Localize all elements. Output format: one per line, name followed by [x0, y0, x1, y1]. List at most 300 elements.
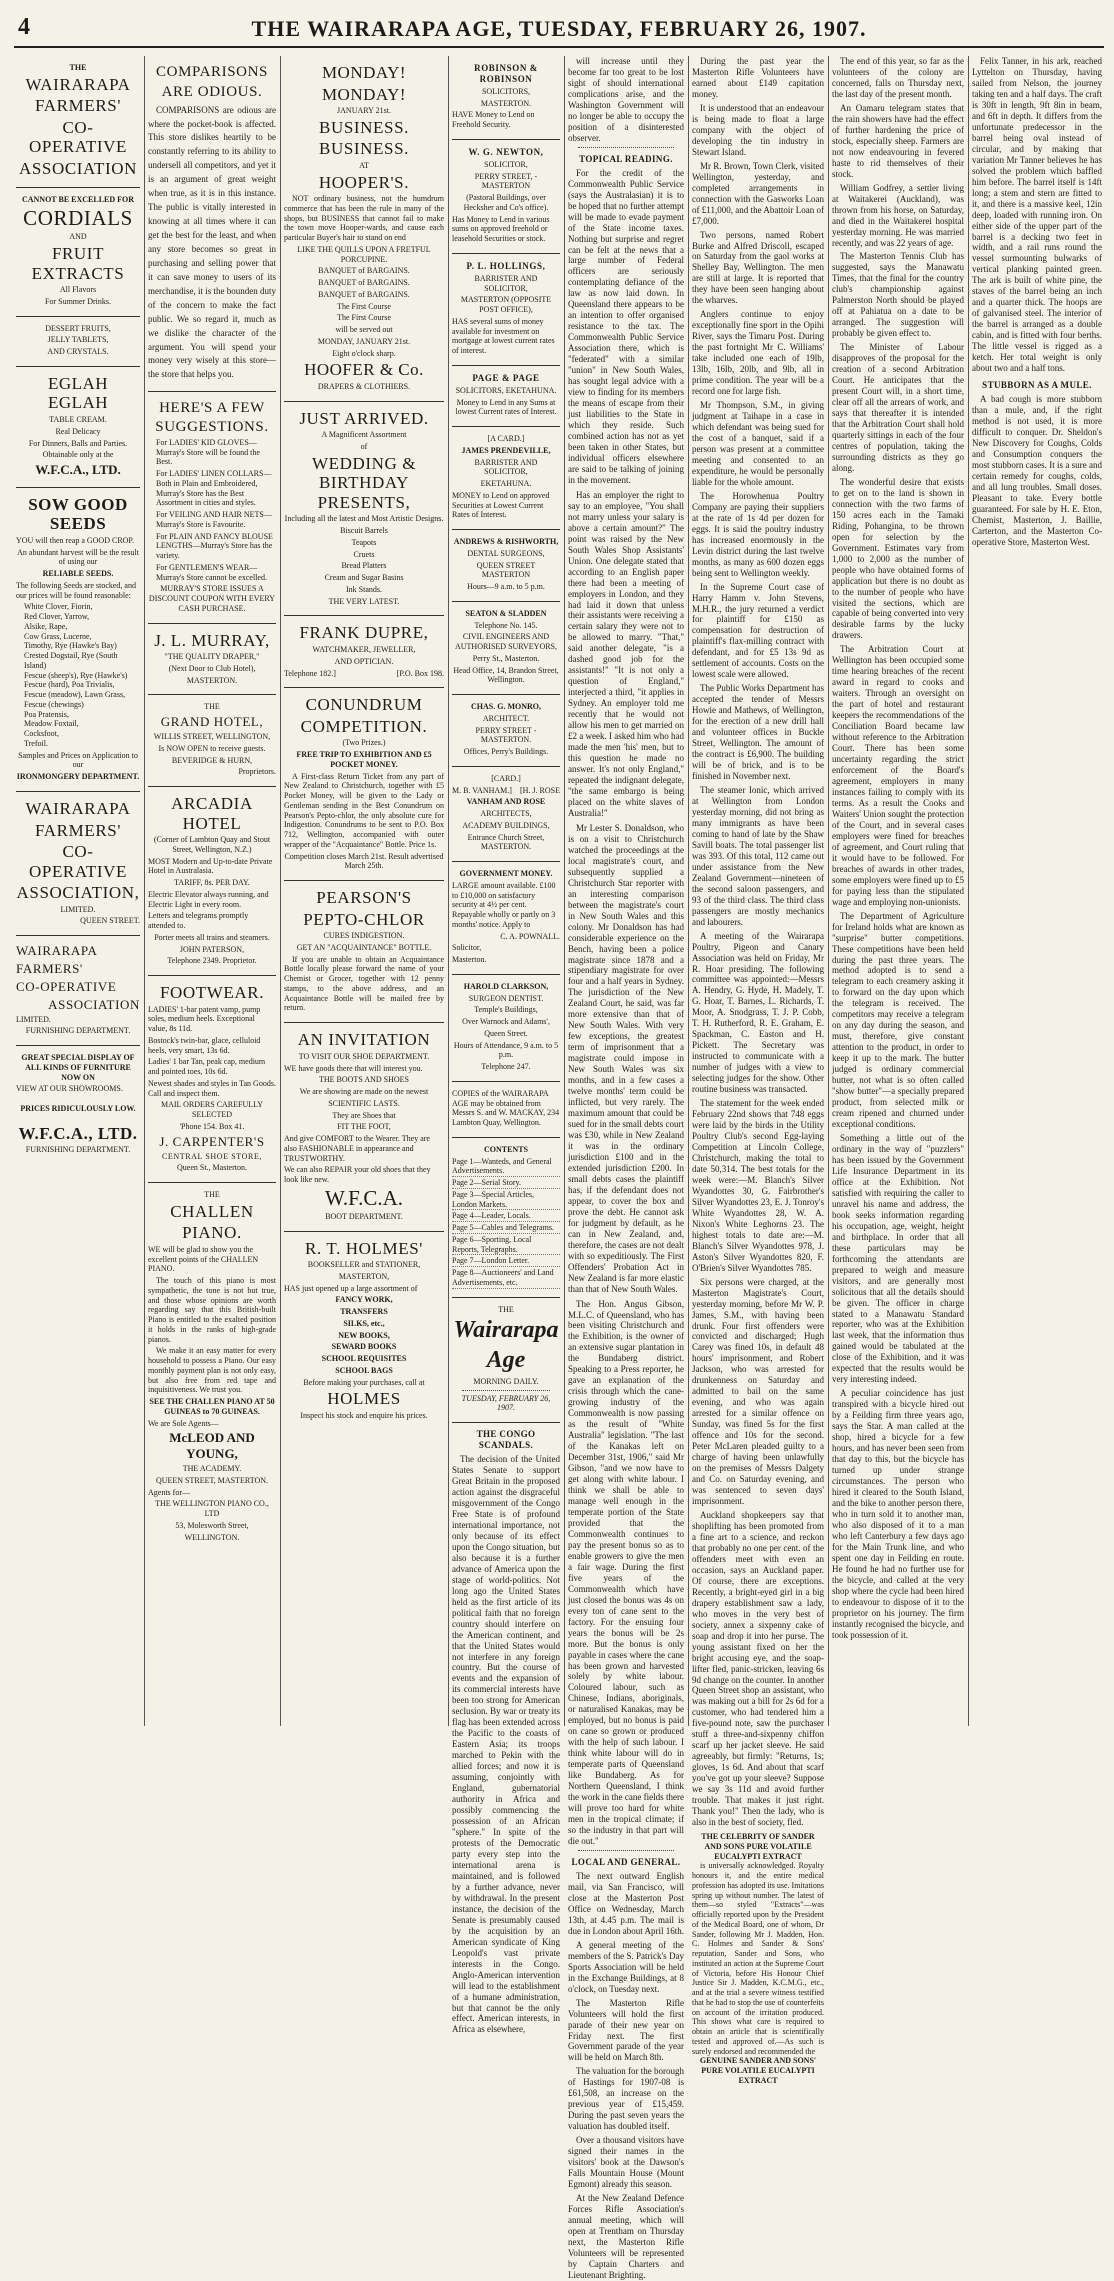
- ad-text: THE: [204, 1190, 220, 1200]
- ad-heading: W.F.C.A., LTD.: [35, 462, 121, 478]
- ad-text: MURRAY'S STORE ISSUES A DISCOUNT COUPON WITH EVERY CASH PURCHASE.: [148, 584, 276, 613]
- list-item: Page 7—London Letter.: [452, 1256, 560, 1267]
- list-item: Poa Pratensis,: [24, 709, 69, 719]
- list-item: NEW BOOKS,: [338, 1330, 390, 1340]
- ad-heading: PEARSON'S: [316, 888, 412, 908]
- ad-heading: JAMES PRENDEVILLE,: [461, 445, 551, 455]
- murray-advert: [148, 624, 276, 696]
- list-item: For LADIES' KID GLOVES—Murray's Store will be found the Best.: [156, 437, 260, 467]
- ad-heading: SOW GOOD SEEDS: [28, 494, 128, 534]
- ad-text: TO VISIT OUR SHOE DEPARTMENT.: [298, 1051, 430, 1061]
- ad-text: "THE QUALITY DRAPER,": [164, 652, 260, 662]
- ad-text: AND OPTICIAN.: [334, 656, 394, 666]
- ad-text: SOLICITOR,: [484, 159, 528, 169]
- ad-text: Letters and telegrams promptly attended to.: [148, 911, 249, 931]
- ad-text: Queen St., Masterton.: [177, 1163, 247, 1173]
- list-item: Biscuit Barrels: [340, 526, 388, 536]
- ad-text: THE WELLINGTON PIANO CO., LTD: [155, 1499, 269, 1519]
- article-body: The Masterton Rifle Volunteers will hold the first parade of their new year on Friday next. The first Government parade of the year will be held on March 8th.: [568, 1997, 684, 2063]
- ad-text: Including all the latest and Most Artistic Designs.: [284, 514, 444, 524]
- ad-text: Before making your purchases, call at: [303, 1377, 425, 1387]
- ad-text: RELIABLE SEEDS.: [42, 569, 114, 579]
- list-item: Page 5—Cables and Telegrams.: [452, 1223, 560, 1234]
- list-item: SEWARD BOOKS: [331, 1342, 397, 1352]
- ad-text: Offices, Perry's Buildings.: [463, 747, 549, 757]
- ad-text: C. A. POWNALL.: [500, 931, 560, 941]
- ad-text: [CARD.]: [491, 773, 521, 783]
- ad-text: TABLE CREAM.: [49, 415, 107, 425]
- ad-text: (Corner of Lambton Quay and Stout Street, Wellington, N.Z.): [153, 835, 271, 854]
- invitation-advert: [284, 1023, 444, 1231]
- ad-heading: ASSOCIATION: [18, 158, 138, 178]
- ad-text: GET AN "ACQUAINTANCE" BOTTLE.: [296, 942, 432, 952]
- article-body: A peculiar coincidence has just transpired with a bicycle hired out by a Feilding firm three years ago, says the Star. A man called at the shop, hired a bicycle for a few hours, and has never been seen from that day to this, but the bicycle has turned up under strange circumstances. The person who hired it cleared to the South Island, and the bike to another person there, who in turn sold it to another man, who also disposed of it to a man who left Canterbury a few days ago for the Main Trunk line, and who spent one day in Feilding en route. He found he had no further use for the bicycle, and called at the very shop where the cycle had been hired to endeavour to dispose of it to the proprietor on his journey. The firm instantly recognised the bicycle, and took possession of it.: [832, 1388, 964, 1640]
- ad-heading: COMPARISONS: [156, 64, 268, 80]
- andrews-card: [452, 530, 560, 602]
- ad-text: BARRISTER AND SOLICITOR,: [474, 273, 538, 293]
- contents-box: [452, 1138, 560, 1298]
- ad-heading: J. CARPENTER'S: [159, 1133, 265, 1149]
- list-item: Red Clover, Yarrow,: [24, 612, 90, 622]
- list-item: SCHOOL REQUISITES: [321, 1354, 407, 1364]
- ad-text: [H. J. ROSE: [519, 785, 560, 795]
- list-item: Page 3—Special Articles, London Markets.: [452, 1190, 560, 1211]
- ad-heading: FARMERS': [16, 961, 83, 977]
- article-body: William Godfrey, a settler living at Waitakerei (Auckland), was thrown from his horse, on Saturday, and died in the Waitakerei hospital yesterday morning. He was married recently, and was 22 years of age.: [832, 182, 964, 248]
- ad-text: THE: [204, 702, 220, 712]
- ad-text: Samples and Prices on Application to our: [18, 750, 138, 770]
- ad-text: DRAPERS & CLOTHIERS.: [317, 382, 411, 392]
- challen-piano-advert: [148, 1183, 276, 1551]
- list-item: Cruets: [353, 549, 375, 559]
- ad-heading: WAIRARAPA: [25, 74, 131, 94]
- ad-heading: WEDDING & BIRTHDAY PRESENTS,: [311, 453, 417, 512]
- fruits-advert: [16, 317, 140, 367]
- ad-text: PERRY STREET - MASTERTON.: [475, 725, 537, 745]
- article-body: A general meeting of the members of the S. Patrick's Day Sports Association will be held in the Exchange Buildings, at 8 o'clock, on Tuesday next.: [568, 1939, 684, 1994]
- article-body: It is understood that an endeavour is being made to float a large company with the object of developing the tin industry in Stewart Island.: [692, 102, 824, 157]
- ad-heading: J. L. MURRAY,: [154, 630, 270, 650]
- ad-text: (Two Prizes.): [342, 738, 386, 748]
- ad-heading: FARMERS': [35, 820, 121, 840]
- congo-article: [452, 1429, 560, 2035]
- ad-text: FURNISHING DEPARTMENT.: [25, 1145, 131, 1155]
- ad-heading: COMPETITION.: [300, 716, 428, 736]
- list-item: Cream and Sugar Basins: [324, 573, 404, 583]
- ad-heading: W. G. NEWTON,: [468, 146, 544, 157]
- ad-text: JELLY TABLETS,: [47, 335, 109, 345]
- ad-heading: CHALLEN: [170, 1201, 254, 1221]
- ad-text: ARCHITECT.: [482, 713, 530, 723]
- article-body: Anglers continue to enjoy exceptionally fine sport in the Opihi River, says the Timaru Post. During the past fortnight Mr C. Williams' take included one each of 19lb, 13lb, 16lb, 20lb, and 9lb, all in prime condition. The year will be a record one for large fish.: [692, 309, 824, 397]
- government-money-card: [452, 862, 560, 975]
- wfca-advert-3: [16, 936, 140, 1046]
- ad-text: M. B. VANHAM.]: [452, 785, 512, 795]
- column-3: [284, 56, 444, 1726]
- list-item: Cocksfoot,: [24, 729, 59, 739]
- ad-heading: McLEOD AND YOUNG,: [169, 1430, 255, 1462]
- page-number: 4: [18, 14, 30, 40]
- ad-heading: GRAND HOTEL,: [160, 714, 264, 730]
- ad-heading: CO-OPERATIVE: [29, 117, 127, 157]
- list-item: Teapots: [351, 537, 377, 547]
- ad-heading: GOVERNMENT MONEY.: [459, 869, 553, 879]
- ad-text: Temple's Buildings,: [474, 1005, 538, 1015]
- ad-heading: HOOFER & Co.: [304, 360, 424, 380]
- ad-text: Over Warnock and Adams',: [462, 1017, 550, 1027]
- article-heading: THE CELEBRITY OF SANDER AND SONS PURE VOLATILE EUCALYPTI EXTRACT: [701, 1832, 815, 1861]
- ad-heading: HOLMES: [327, 1389, 401, 1409]
- ad-text: THE: [498, 1304, 514, 1314]
- ad-text: And give COMFORT to the Wearer. They are also FASHIONABLE in appearance and TRUSTWORTHY.: [284, 1134, 430, 1163]
- ad-heading: FRUIT EXTRACTS: [31, 244, 125, 283]
- ad-text: PERRY STREET, - MASTERTON: [474, 171, 538, 191]
- eglah-advert: [16, 367, 140, 488]
- grand-hotel-advert: [148, 695, 276, 787]
- list-item: Fescue (meadow), Lawn Grass,: [24, 690, 126, 700]
- seaton-card: [452, 602, 560, 695]
- ad-text: YOU will then reap a GOOD CROP.: [16, 535, 134, 545]
- ad-text: MAIL ORDERS CAREFULLY SELECTED: [160, 1100, 264, 1120]
- ad-text: AND: [69, 232, 87, 242]
- ad-heading: CO-OPERATIVE: [29, 842, 127, 881]
- ad-heading: PEPTO-CHLOR: [303, 909, 425, 929]
- ad-text: CURES INDIGESTION.: [323, 931, 405, 941]
- ad-text: 'Phone 154. Box 41.: [179, 1121, 245, 1131]
- suggestions-advert: [148, 392, 276, 623]
- ad-text: ARCHITECTS,: [480, 809, 532, 819]
- ad-heading: CONUNDRUM: [305, 695, 423, 715]
- list-item: For PLAIN AND FANCY BLOUSE LENGTHS—Murray's Store has the variety.: [156, 531, 273, 561]
- list-item: SILKS, etc.,: [343, 1318, 385, 1328]
- ad-text: [148, 956, 276, 966]
- ad-heading: HERE'S A FEW SUGGESTIONS.: [155, 400, 269, 435]
- ad-heading: ASSOCIATION: [48, 996, 140, 1012]
- ad-text: MASTERTON.: [186, 675, 238, 685]
- ad-text: MONDAY, JANUARY 21st.: [317, 336, 411, 346]
- article-body: will increase until they become far too great to be lost sight of should international complications arise, and the Washington Government will no longer be able to occupy the position of a disinterested observer.: [568, 56, 684, 143]
- ad-text: WELLINGTON.: [184, 1532, 240, 1542]
- ad-text: MONEY to Lend on approved Securities at Lowest Current Rates of Interest.: [452, 490, 550, 520]
- ad-text: Obtainable only at the: [42, 450, 114, 460]
- ad-text: The following Seeds are stocked, and our prices will be found reasonable:: [16, 580, 136, 600]
- article-body: Mr R. Brown, Town Clerk, visited Wellington, yesterday, and completed arrangements in connection with the Gasworks Loan of £11,000, and the Abattoir Loan of £7,000.: [692, 160, 824, 226]
- prendeville-card: [452, 427, 560, 530]
- article-body: is universally acknowledged. Royalty honours it, and the entire medical profession has adopted its use. Imitations spring up without number. The latest of them—so styled "Extracts"—was officially reported upon by the President of the Medical Board, one of whom, Dr Sander, following Mr J. Madden, Hon. C. Holmes and Sander & Sons' reputation, Sander and Sons, who instituted an action at the Supreme Court of Victoria, before His Honour Chief Justice Sir J. Madden, K.C.M.G., etc., and at the trial a severe witness testified that he had to stop the use of counterfeits on account of the irritation produced. This shows what care is required to obtain an article that is scientifically tested and approved of.—As such is surely endorsed and recommended the: [692, 1861, 824, 2056]
- ad-text: Masterton.: [452, 955, 487, 965]
- ad-heading: SEATON & SLADDEN: [465, 608, 547, 618]
- holmes-advert: [284, 1232, 444, 1430]
- article-heading: STUBBORN AS A MULE.: [982, 380, 1092, 391]
- ad-heading: EGLAH EGLAH: [47, 373, 109, 413]
- ad-text: SEE THE CHALLEN PIANO AT 50 GUINEAS to 70 GUINEAS.: [149, 1397, 275, 1416]
- ad-heading: ARCADIA HOTEL: [171, 794, 253, 833]
- column-rule: [448, 56, 449, 1726]
- list-item: Cow Grass, Lucerne,: [24, 631, 92, 641]
- ad-heading: FOOTWEAR.: [159, 983, 265, 1003]
- list-item: For VEILING AND HAIR NETS—Murray's Store is Favourite.: [156, 510, 272, 529]
- ad-heading: PAGE & PAGE: [472, 372, 540, 383]
- ad-text: SURGEON DENTIST.: [468, 993, 544, 1003]
- article-body: The next outward English mail, via San Francisco, will close at the Masterton Post Office on Wednesday, March 13th, at 4.45 p.m. The mail is due in London about April 16th.: [568, 1870, 684, 1936]
- article-body: The Arbitration Court at Wellington has been occupied some time hearing breaches of the recent award in regard to cooks and waiters. Through an oversight on the part of hotel and restaurant keepers the recommendations of the Conciliation Board became law without reference to the Arbitration Court. There has been some uncertainty regarding the strict enforcement of the Board's agreement, employers in many instances failing to comply with its terms. As a result the Cooks and Waiters' Union sought the protection of the Court, and in several cases employers were fined for breaches of agreement, and Court ruling that it would have to be followed. For breaches of awards in other trades, some employers were fined up to £5 for paying less than the stipulated wage and employing non-unionists.: [832, 644, 964, 907]
- ad-heading: HAROLD CLARKSON,: [463, 981, 549, 991]
- list-item: FANCY WORK,: [335, 1295, 393, 1305]
- ad-text: Entrance Church Street, MASTERTON.: [467, 832, 545, 852]
- ad-text: QUEEN STREET.: [80, 916, 140, 926]
- divider: [578, 147, 674, 148]
- ad-text: Perry St., Masterton.: [472, 653, 540, 663]
- list-item: White Clover, Fiorin,: [24, 602, 93, 612]
- ad-text: Real Delicacy: [55, 426, 101, 436]
- article-body: Six persons were charged, at the Masterton Magistrate's Court, yesterday morning, before Mr W. P. James, S.M., with having been drunk. Four first offenders were convicted and discharged; Hugh Carey was fined 10s, in default 48 hours' imprisonment, and Robert Jackson, who was arrested for drunkenness on Saturday and admitted to bail on the same evening, and who was again arrested for a similar offence on Sunday, was fined 5s for the first offence and 10s for the second. Peter McLaren pleaded guilty to a charge of having been unlawfully on the premises of Messrs Dalgety and Co. on Saturday evening, and was sentenced to seven days' imprisonment.: [692, 1276, 824, 1506]
- seeds-advert: [16, 488, 140, 792]
- ad-text: BEVERIDGE & HURN,: [171, 755, 253, 765]
- ad-text: DESSERT FRUITS,: [45, 323, 111, 333]
- ad-text: SCIENTIFIC LASTS.: [328, 1098, 400, 1108]
- ad-text: For Summer Drinks.: [45, 296, 111, 306]
- article-body: The Public Works Department has accepted the tender of Messrs Howie and Mathews, of Wellington, for the erection of a new drill hall and volunteer offices in Buckle Street, Wellington. The amount of the contract is £6,900. The building will be of brick, and is to be finished in November next.: [692, 683, 824, 782]
- editorial-date: TUESDAY, FEBRUARY 26, 1907.: [461, 1393, 551, 1413]
- ad-heading: P. L. HOLLINGS,: [466, 260, 546, 271]
- ad-text: (Pastoral Buildings, over Hecksher and Co's office).: [463, 193, 549, 212]
- ad-text: DENTAL SURGEONS,: [467, 548, 545, 558]
- ad-heading: CHAS. G. MONRO,: [471, 702, 541, 712]
- furniture-advert: [16, 1046, 140, 1164]
- ad-text: BANQUET of BARGAINS.: [318, 266, 410, 276]
- ad-text: FURNISHING DEPARTMENT.: [25, 1026, 131, 1036]
- ad-text: Proprietor.: [222, 956, 257, 966]
- ad-heading: AN INVITATION: [297, 1030, 431, 1050]
- ad-text: Electric Elevator always running, and Electric Light in every room.: [148, 889, 269, 909]
- article-body: Two persons, named Robert Burke and Alfred Driscoll, escaped on Saturday from the gaol works at Shelley Bay, Wellington. The men are still at large. It is reported that they have been seen hanging about the wharves.: [692, 229, 824, 306]
- ad-text: (Next Door to Club Hotel),: [168, 663, 256, 673]
- ad-text: We are showing are made on the newest: [299, 1087, 429, 1096]
- divider: [462, 1390, 550, 1391]
- article-body: The steamer Ionic, which arrived at Wellington from London yesterday morning, did not bring as many immigrants as have been coming to hand of late by the Shaw Savill boats. The total passenger list was 393. Of this total, 112 came out under assistance from the New Zealand Government—nineteen of the second saloon passengers, and 93 of the third class. The third class passengers are mostly mechanics and labourers.: [692, 785, 824, 927]
- wfca-advert: [16, 56, 140, 188]
- list-item: Fescue (sheep's), Rye (Hawke's): [24, 670, 128, 680]
- ad-text: Hours of Attendance, 9 a.m. to 5 p.m.: [453, 1040, 559, 1060]
- contents-list: [452, 1157, 560, 1289]
- masthead: [14, 8, 1104, 48]
- ad-text: MASTERTON,: [338, 1271, 390, 1281]
- ad-text: Bostock's twin-bar, glace, celluloid heels, very smart, 13s 6d.: [148, 1035, 261, 1055]
- article-heading: THE CONGO SCANDALS.: [476, 1429, 536, 1451]
- ad-text: EKETAHUNA.: [480, 479, 532, 489]
- ad-text: We are Sole Agents—: [148, 1418, 219, 1428]
- ad-text: We make it an easy matter for every household to possess a Piano. Our easy monthly payment plan is not only easy, but also free from red tape and inquisitiveness. We trust you.: [148, 1346, 276, 1395]
- ad-text: of: [360, 442, 368, 452]
- ad-text: WE will be glad to show you the excellent points of the CHALLEN PIANO.: [148, 1244, 259, 1274]
- ad-text: Solicitor,: [452, 943, 482, 953]
- ad-heading: WAIRARAPA: [25, 798, 131, 818]
- ad-text: WILLIS STREET, WELLINGTON,: [153, 732, 271, 742]
- article-body: Felix Tanner, in his ark, reached Lyttelton on Thursday, having sailed from Nelson, the journey taking ten and a half days. The craft is 30ft in length, 9ft 8in in beam, and 6ft in depth. It differs from the unfortunate predecessor in the barrel being oval instead of circular, and by making that variation Mr Tanner believes he has solved the problem which baffled him before. The barrel itself is 14ft long; a stem and stern are fitted to it, and there is a massive keel, 12in deep, loaded with running iron. On either side of the upper part of the barrel is a decking two feet in width, and a rail runs round the vessel surmounting bulwarks of vertical planking painted green. The ark is built of white pine, the staves of the barrel being an inch and a quarter thick. The hoops are of galvanised steel. The interior of the barrel is arranged as a double cabin, and is fitted with four berths. The little vessel is rigged as a ketch. Her total weight is only about two and a half tons.: [972, 56, 1102, 374]
- ad-text: The touch of this piano is most sympathetic, the tone is not but true, and those whose opinions are worth regarding say that this British-built Piano is entitled to the exalted position it holds in the ranks of high-grade pianos.: [148, 1276, 276, 1344]
- article-body: Mr Lester S. Donaldson, who is on a visit to Christchurch watched the proceedings at the local magistrate's court, and subsequently supplied a Christchurch Star reporter with an interesting comparison between the magistrate's court in New South Wales and this colony. Mr Donaldson has had considerable experience on the Bench, having been a police magistrate since 1878 and a stipendiary magistrate for over four and a half years in Sydney. The jurisdiction of the New Zealand Court, he said, was far more extensive than that of New South Wales. With very few exceptions, the greatest term of imprisonment that a magistrate could impose in New South Wales was six months, and in a few cases a twelve months' term could be inflicted, but very rarely. The maximum amount that could be sued for in the small debts court was £30, while in New Zealand it was in the ordinary jurisdiction £100 and in the extended jurisdiction £200. In small debts cases the plaintiff has, if the defendant does not appear, to cover the box and prove the debt. He cannot ask for judgment by default, as he can in New Zealand, and, therefore, the cases are not dealt with so expeditiously. The First Offenders' Probation Act in New Zealand is far more elastic than that of New South Wales.: [568, 822, 684, 1294]
- column-7: [832, 56, 964, 1726]
- conundrum-advert: [284, 688, 444, 881]
- ad-text: THE ACADEMY.: [182, 1464, 242, 1474]
- ad-text: All Flavors: [59, 285, 97, 295]
- list-item: Page 2—Serial Story.: [452, 1178, 560, 1189]
- ad-text: LARGE amount available. £100 to £10,000 on satisfactory security at 4½ per cent. Repayable wholly or partly on 3 months' notice. Apply to: [452, 880, 556, 929]
- list-item: SCHOOL BAGS: [335, 1365, 393, 1375]
- article-body: Something a little out of the ordinary in the way of "puzzlers" has been issued by the Government Life Insurance Department in its office at the Exhibition. Not satisfied with requiring the caller to unravel his name and address, the book seeks information regarding his occupation, age, weight, height and birthplace. In order that all these particulars may be forthcoming the attendants are prepared to weigh and measure visitors, and are generally most solicitous that all the details should be given. The officer in charge stated to a Manawatu Standard reporter, who was at the Exhibition last week, that the information thus gained would be tabulated at the close of the Exhibition, and it was expected that the results would be very interesting indeed.: [832, 1133, 964, 1385]
- newspaper-title: THE WAIRARAPA AGE, TUESDAY, FEBRUARY 26, 1907.: [251, 16, 867, 41]
- article-body: At the New Zealand Defence Forces Rifle Association's annual meeting, which will open at Trentham on Thursday next, the Masterton Rifle Volunteers will be represented by Captain Charters and Lieutenant Brighting.: [568, 2193, 684, 2280]
- article-body: A bad cough is more stubborn than a mule, and, if the right method is not used, it is more difficult to conquer. Dr. Sheldon's New Discovery for Coughs, Colds and Consumption conquers the most stubborn cases. It is a sure and certain remedy for coughs, colds, and all lung troubles. Small doses. Pleasant to take. Every bottle guaranteed. For sale by H. E. Eton, Chemist, Masterton, J. Baillie, Carterton, and the Masterton Co-operative Store, Masterton West.: [972, 394, 1102, 547]
- ad-text: BOOKSELLER and STATIONER,: [307, 1260, 421, 1270]
- ad-text: Is NOW OPEN to receive guests.: [158, 743, 266, 753]
- ad-text: Has Money to Lend in various sums on approved freehold or leasehold Securities or stock.: [452, 214, 550, 244]
- list-item: Page 6—Sporting, Local Reports, Telegraphs.: [452, 1235, 560, 1256]
- ad-heading: WAIRARAPA: [16, 943, 98, 959]
- ad-text: [452, 786, 560, 796]
- ad-text: [284, 669, 444, 679]
- ad-text: Newest shades and styles in Tan Goods. Call and inspect them.: [148, 1078, 276, 1098]
- ad-text: will be served out: [335, 325, 393, 335]
- column-2: [148, 56, 276, 1726]
- ad-text: MASTERTON (OPPOSITE POST OFFICE),: [460, 295, 552, 315]
- ad-heading: FRANK DUPRE,: [299, 623, 429, 643]
- page-card: [452, 366, 560, 427]
- article-heading: LOCAL AND GENERAL.: [571, 1856, 681, 1867]
- list-item: Crested Dogstail, Rye (South Island): [24, 651, 118, 670]
- ad-body: COMPARISONS are odious are where the pocket-book is affected. This store dislikes heartily to be constantly referring to its ability to undersell all competitors, and yet it is an argument of great weight when true, as it is in this instance. The public is vitally interested in knowing at all times where it can get the best for the least, and when any store becomes so great in purchasing and selling power that it can save money to users of its merchandise, it is the bounden duty of the concern to make the fact public. We so regard it, much as we dislike the character of the argument. You will spend your money very wisely at this store—the store that helps you.: [148, 104, 276, 380]
- ad-body: A First-class Return Ticket from any part of New Zealand to Christchurch, together with £5 Pocket Money, will be given to the Lady or Gentleman sending in the Best Conundrum on Pearson's Pepto-chlor, the only absolute cure for Indigestion. Conundrums to be sent to P.O. Box 712, Wellington, accompanied with outer wrapper of the "Acquaintance" Bottle. Price 1s.: [284, 771, 444, 849]
- ad-text: COPIES of the WAIRARAPA AGE may be obtained from Messrs S. and W. MACKAY, 234 Lambton Quay, Wellington.: [452, 1088, 560, 1128]
- hooper-advert: [284, 56, 444, 402]
- ad-text: BANQUET of BARGAINS.: [318, 289, 410, 299]
- article-body: The decision of the United States Senate to support Great Britain in the proposed action against the disgraceful misgovernment of the Congo Free State is of profound international importance, not only because of its effect upon the Congo situation, but also because it is a further advance of America upon the stage of world-politics. Not long ago the United States held as the first article of its political faith that no foreign country should interfere on the American continent, and that the United States would not interfere in any foreign country. But the course of events and the expansion of its commercial interests have been too strong for American seclusion. By war or treaty its flag has been extended across the Pacific to the coasts of Eastern Asia; its troops marched to Pekin with the allied forces; and now it is assuming, conjointly with England, gubernatorial authority in Africa and possibly commencing the possession of an African "sphere." In spite of the protests of the Democratic party every step into the international arena is maintained, and is followed by a further advance, never by withdrawal. In the present instance, the decision of the Senate is presumably caused by the acquisition by an American syndicate of King Leopold's vast private interests in the Congo. Anglo-American intervention will lead to the establishment of a humane administration, but that cannot be the only effect. American interests, in Africa as elsewhere,: [452, 1454, 560, 2035]
- newton-card: [452, 140, 560, 254]
- ad-text: WE have goods there that will interest you.: [284, 1063, 423, 1073]
- list-item: Fescue (hard), Poa Trivialis,: [24, 680, 115, 690]
- ad-text: MASTERTON.: [480, 98, 532, 108]
- ad-heading: MONDAY!: [321, 84, 407, 104]
- ad-heading: JUST ARRIVED.: [299, 408, 429, 428]
- ad-text: Agents for—: [148, 1487, 190, 1497]
- article-body: Mr Thompson, S.M., in giving judgment at Taihape in a case in which defendant was being sued for the cost of a banquet, said if a person was present at a committee meeting and consented to an expenditure, he would be personally liable for the whole amount.: [692, 400, 824, 487]
- ad-heading: VANHAM AND ROSE: [466, 797, 546, 807]
- ad-text: BOOT DEPARTMENT.: [325, 1211, 403, 1221]
- ad-text: Proprietors.: [238, 767, 276, 777]
- ad-text: BANQUET of BARGAINS.: [318, 278, 410, 288]
- article-body: The end of this year, so far as the volunteers of the colony are concerned, falls on Thursday next, the last day of the present month.: [832, 56, 964, 99]
- ad-text: A Magnificent Assortment: [321, 430, 407, 440]
- ad-text: ACADEMY BUILDINGS,: [462, 820, 550, 830]
- ad-text: AND CRYSTALS.: [47, 347, 109, 357]
- ad-text: Ladies' 1 bar Tan, peak cap, medium and pointed toes, 10s 6d.: [148, 1057, 266, 1077]
- ad-text: We can also REPAIR your old shoes that they look like new.: [284, 1165, 431, 1184]
- list-item: Ink Stands.: [346, 584, 382, 594]
- ad-text: Inspect his stock and enquire his prices.: [300, 1410, 428, 1420]
- ad-text: They are Shoes that: [332, 1110, 396, 1120]
- ad-text: [A CARD.]: [487, 434, 525, 444]
- copies-notice: [452, 1082, 560, 1138]
- ad-text: FIT THE FOOT,: [337, 1122, 391, 1132]
- ad-heading: BUSINESS.: [319, 139, 409, 159]
- list-item: Page 1—Wanteds, and General Advertisements.: [452, 1157, 560, 1178]
- article-heading: TOPICAL READING.: [579, 153, 673, 164]
- seed-list: [16, 602, 140, 748]
- ad-text: Head Office, 14, Brandon Street, Wellington.: [453, 665, 559, 685]
- ad-text: QUEEN STREET MASTERTON: [476, 560, 536, 580]
- pearson-advert: [284, 881, 444, 1023]
- ad-heading: R. T. HOLMES': [305, 1238, 423, 1258]
- ad-text: The First Course: [337, 313, 391, 323]
- article-body: The Minister of Labour disapproves of the proposal for the creation of a second Arbitration Court. He anticipates that the present Court will, in a short time, clear off all the arrears of work, and says that thereafter it is intended that the Arbitration Court shall hold quarterly sittings in each of the four centres of population, taking the surrounding districts as they go along.: [832, 342, 964, 473]
- ad-text: Eight o'clock sharp.: [332, 348, 396, 358]
- monro-card: [452, 695, 560, 767]
- ad-text: FREE TRIP TO EXHIBITION AND £5 POCKET MONEY.: [296, 750, 432, 769]
- article-body: An Oamaru telegram states that the rain showers have had the effect of further hardening the price of stock, especially sheep. Farmers are not now endeavouring in fevered haste to rid themselves of their stock.: [832, 102, 964, 179]
- article-body: The statement for the week ended February 22nd shows that 748 eggs were laid by the birds in the Utility Poultry Club's second Egg-laying Competition at Lincoln College, Christchurch, making the total to date 50,314. The best totals for the week were:—M. Blanch's Silver Wyandottes 30, G. Fairbrother's Silver Wyandottes 23, E. J. Tonroy's White Wyandottes 28, W. A. Nixon's White Leghorns 23. The highest totals to date are:—M. Blanch's Silver Wyandottes 978, J. Aston's Silver Wyandottes 820, F. O'Brien's Silver Wyandottes 785.: [692, 1098, 824, 1273]
- column-rule: [280, 56, 281, 1726]
- article-body: The wonderful desire that exists to get on to the land is shown in connection with the two farms of 150 acres each in the Tamaki Riding, Pohangina, to be thrown open for selection by the Government. Estimates vary from 1,000 to 2,000 as the number of people who have obtained forms of application but there is no doubt as to the number of people who have visited the sections, which are capable of being converted into very desirable farms by the lucky drawers.: [832, 476, 964, 641]
- suggestion-list: [148, 438, 276, 583]
- list-item: Trefoil.: [24, 738, 48, 748]
- column-rule: [828, 56, 829, 1726]
- article-body: The Horowhenua Poultry Company are paying their suppliers at the rate of 1s 4d per dozen for eggs. It is said the poultry industry has increased enormously in the Levin district during the last twelve months, as many as 600 dozen eggs being sent to Wellington weekly.: [692, 490, 824, 578]
- ad-heading: CO-OPERATIVE: [16, 978, 117, 994]
- cordials-advert: [16, 188, 140, 316]
- comparisons-advert: [148, 56, 276, 392]
- vanham-card: [452, 767, 560, 862]
- article-body: A meeting of the Wairarapa Poultry, Pigeon and Canary Association was held on Friday, Mr R. Hoar presiding. The following committee was appointed:—Messrs A. Hendry, G. Hyde, H. Madely, T. G. Hoar, T. Barnes, L. Richards, T. Moor, A. Snodgrass, T. J. P. Cobb, T. H. Rutherford, R. E. Graham, E. Spackman, C. Easton and H. Pickett. The Secretary was instructed to communicate with a number of judges with a view to selecting judges for the show. Other routine business was transacted.: [692, 930, 824, 1095]
- article-body: The Masterton Tennis Club has suggested, says the Manawatu Times, that the final for the country club's championship against Palmerston North should be played off at Pahiatua on a date to be arranged. The suggestion will probably be given effect to.: [832, 251, 964, 339]
- wfca-advert-2: [16, 792, 140, 936]
- article-body: The valuation for the borough of Hastings for 1907-08 is £61,508, an increase on the previous year of £15,459. During the past seven years the valuation has doubled itself.: [568, 2066, 684, 2132]
- ad-text: HAS just opened up a large assortment of: [284, 1283, 418, 1293]
- article-heading: GENUINE SANDER AND SONS' PURE VOLATILE EUCALYPTI EXTRACT: [699, 2056, 817, 2085]
- ad-text: CENTRAL SHOE STORE,: [161, 1151, 263, 1161]
- ad-text: PRICES RIDICULOUSLY LOW.: [20, 1104, 136, 1114]
- ad-text: SOLICITORS, EKETAHUNA.: [455, 385, 557, 395]
- ad-text: THE BOOTS AND SHOES: [318, 1075, 409, 1085]
- article-body: For the credit of the Commonwealth Public Service (says the Australasian) it is to be hoped that no further attempt will be made to evade payment of the State income taxes. Nothing but surprise and regret can be felt at the news that a large number of Federal officers are seriously contemplating defiance of the law as now laid down. In Queensland there appears to be an intention to offer organised resistance to the tax. The Commonwealth Public Service Association there, which is "federated" with a similar "union" in New South Wales, has sought legal advice with a view to finding for its members the means of escape from their just liabilities to the State in which they reside. Such combined action has not as yet been taken in other States, but individual officers elsewhere are said to be talking of joining in the movement.: [568, 167, 684, 485]
- ad-text: TARIFF, 8s. PER DAY.: [174, 878, 250, 888]
- ad-text: BARRISTER AND SOLICITOR,: [474, 457, 538, 477]
- column-8: [972, 56, 1102, 1726]
- list-item: For LADIES' LINEN COLLARS—Both in Plain and Embroidered, Murray's Store has the Best Assortment in cities and styles.: [156, 469, 272, 508]
- list-item: For GENTLEMEN'S WEAR—Murray's Store cannot be excelled.: [156, 562, 267, 582]
- ad-text: Telephone 182.]: [284, 668, 336, 678]
- ad-body: NOT ordinary business, not the humdrum commerce that has been the rule in many of the shops, but BUSINESS that cannot fail to make the town move Hooper-wards, and cause each particular Buyer's hair to stand on end: [284, 194, 444, 243]
- footwear-advert: [148, 976, 276, 1183]
- list-item: Page 8—Auctioneers' and Land Advertisements, etc.: [452, 1268, 560, 1289]
- column-5: [568, 56, 684, 2280]
- list-item: Fescue (chewings): [24, 699, 84, 709]
- ad-heading: ANDREWS & RISHWORTH,: [453, 537, 559, 547]
- list-item: Meadow Foxtail,: [24, 719, 79, 729]
- ad-text: MOST Modern and Up-to-date Private Hotel in Australasia.: [148, 856, 273, 876]
- ad-text: Money to Lend in any Sums at lowest Current rates of Interest.: [455, 397, 557, 417]
- just-arrived-advert: [284, 402, 444, 617]
- ad-text: For Dinners, Balls and Parties.: [28, 438, 128, 448]
- ad-text: WATCHMAKER, JEWELLER,: [312, 645, 416, 655]
- ad-text: Hours—9 a.m. to 5 p.m.: [467, 582, 545, 592]
- list-item: Bread Platters: [341, 561, 387, 571]
- dupre-advert: [284, 616, 444, 688]
- arcadia-advert: [148, 787, 276, 976]
- ad-text: JANUARY 21st.: [337, 106, 391, 116]
- ad-text: Porter meets all trains and steamers.: [154, 932, 270, 942]
- article-body: The Department of Agriculture for Ireland holds what are known as "surprise" butter competitions. These competitions have been held during the past three years. The method adopted is to send a telegram to each creamery asking it to forward on the day upon which the telegram is received. The competitors may receive a telegram on any day during the season, and must, therefore, give constant attention to the product, in order to keep it up to the mark. The butter judged is ordinary commercial butter, not what is so often called "show butter"—a specially prepared product, from selected milk or cream ripened and churned under exceptional conditions.: [832, 910, 964, 1130]
- ad-text: LIKE THE QUILLS UPON A FRETFUL PORCUPINE.: [297, 244, 431, 264]
